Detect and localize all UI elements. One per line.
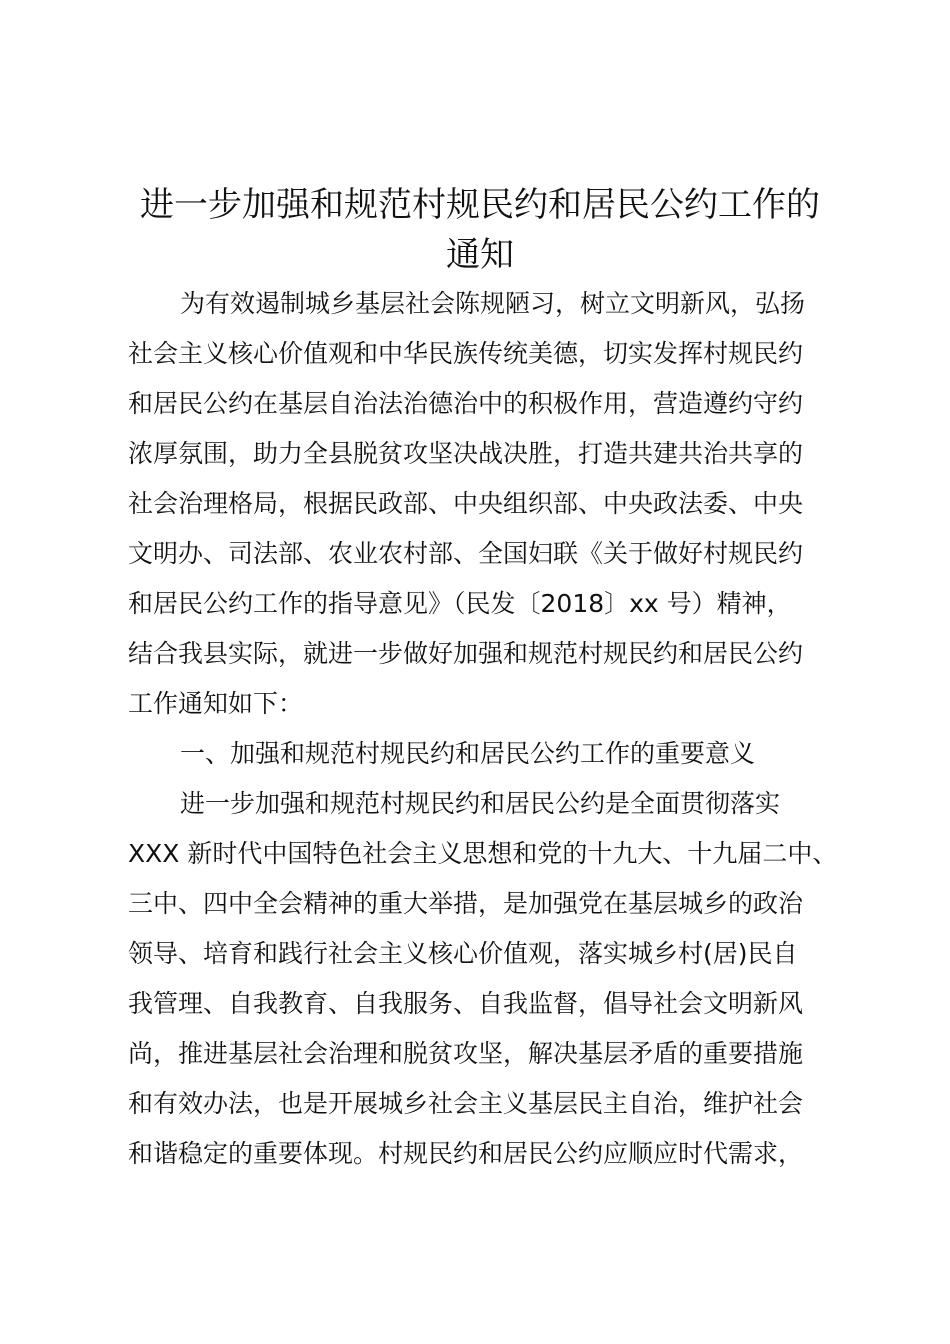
body-line-18: 和谐稳定的重要体现。村规民约和居民公约应顺应时代需求， (128, 1139, 804, 1168)
body-line-6: 文明办、司法部、农业农村部、全国妇联《关于做好村规民约 (128, 539, 804, 568)
body-line-12: XXX 新时代中国特色社会主义思想和党的十九大、十九届二中、 (128, 839, 838, 868)
body-line-16: 尚，推进基层社会治理和脱贫攻坚，解决基层矛盾的重要措施 (128, 1039, 804, 1068)
section-heading-1: 一、加强和规范村规民约和居民公约工作的重要意义 (180, 739, 756, 768)
body-line-7: 和居民公约工作的指导意见》（民发〔2018〕xx 号）精神， (128, 589, 792, 618)
body-line-4: 浓厚氛围，助力全县脱贫攻坚决战决胜，打造共建共治共享的 (128, 439, 804, 468)
body-line-13: 三中、四中全会精神的重大举措，是加强党在基层城乡的政治 (128, 889, 804, 918)
document-title-line-1: 进一步加强和规范村规民约和居民公约工作的 (140, 185, 820, 225)
body-line-5: 社会治理格局，根据民政部、中央组织部、中央政法委、中央 (128, 489, 804, 518)
body-line-14: 领导、培育和践行社会主义核心价值观，落实城乡村(居)民自 (128, 939, 798, 968)
body-line-15: 我管理、自我教育、自我服务、自我监督，倡导社会文明新风 (128, 989, 804, 1018)
body-line-17: 和有效办法，也是开展城乡社会主义基层民主自治，维护社会 (128, 1089, 804, 1118)
body-line-1: 为有效遏制城乡基层社会陈规陋习，树立文明新风，弘扬 (180, 289, 806, 318)
body-line-9: 工作通知如下： (128, 689, 304, 718)
body-line-8: 结合我县实际，就进一步做好加强和规范村规民约和居民公约 (128, 639, 804, 668)
body-line-11: 进一步加强和规范村规民约和居民公约是全面贯彻落实 (180, 789, 781, 818)
body-line-2: 社会主义核心价值观和中华民族传统美德，切实发挥村规民约 (128, 339, 804, 368)
document-title-line-2: 通知 (446, 235, 514, 275)
body-line-3: 和居民公约在基层自治法治德治中的积极作用，营造遵约守约 (128, 389, 804, 418)
